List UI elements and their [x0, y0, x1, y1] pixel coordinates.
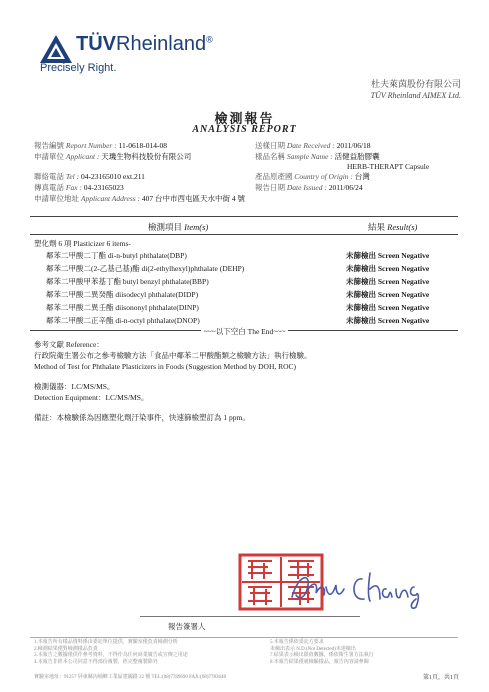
table-group-label: 塑化劑 6 項 Plasticizer 6 items- [34, 239, 131, 248]
meta-address: 申請單位地址 Applicant Address : 407 台中市西屯區天水中街 4 號 [34, 194, 246, 203]
meta-date-received: 送樣日期 Date Received : 2011/06/18 [255, 141, 371, 150]
tuv-triangle-icon [40, 35, 72, 63]
meta-fax: 傳真電話 Fax : 04-23165023 [34, 183, 124, 192]
table-row-result: 未篩檢出 Screen Negative [346, 303, 430, 312]
meta-tel: 聯絡電話 Tel : 04-23165010 ext.211 [34, 172, 145, 181]
logo-brand: TÜVRheinland® [76, 33, 213, 55]
table-header-item: 檢測項目 Item(s) [148, 222, 209, 232]
logo-tagline: Precisely Right. [40, 62, 117, 74]
table-row-item: 鄰苯二甲酸二正辛酯 di-n-octyl phthalate(DNOP) [46, 316, 200, 325]
table-row-item: 鄰苯二甲酸二異癸酯 diisodecyl phthalate(DIDP) [46, 290, 199, 299]
table-header-rule [30, 234, 458, 235]
signature-rule [140, 616, 360, 617]
table-row-result: 未篩檢出 Screen Negative [346, 277, 430, 286]
footer-notes-left: 1.本報告所有樣品資料係由委託單位提供，實驗室僅負責檢測分析 2.檢測結果僅對檢測樣品負責 3.本報告之數據僅供作參考資料，不得作為任何商業廣告或宣傳之用途 4.本報告非經本公司同意不得部份複製，經完整複製除外 [34, 640, 188, 665]
reference-line-en: Method of Test for Phthalate Plasticizers in Foods (Suggestion Method by DOH, ROC) [34, 362, 297, 371]
handwritten-signature [288, 567, 438, 609]
table-row-item: 鄰苯二甲酸甲苯基丁酯 butyl benzyl phthalate(BBP) [46, 277, 209, 286]
meta-country-of-origin: 產品原產國 Country of Origin : 台灣 [255, 172, 370, 181]
equipment-line-cn: 檢測儀器：LC/MS/MS。 [34, 382, 115, 391]
meta-date-issued: 報告日期 Date Issued : 2011/06/24 [255, 183, 363, 192]
table-row-result: 未篩檢出 Screen Negative [346, 251, 430, 260]
company-block [371, 78, 461, 102]
meta-sample-name-en: HERB-THERAPT Capsule [347, 162, 430, 171]
signer-label: 報告簽署人 [168, 622, 206, 631]
meta-sample-name: 樣品名稱 Sample Name : 活健益胎膠囊 [255, 152, 380, 161]
footer-rule [30, 637, 458, 638]
reference-line-cn: 行政院衛生署公布之參考檢驗方法「食品中鄰苯二甲酸酯類之檢驗方法」執行檢驗。 [34, 351, 312, 360]
table-header-result: 結果 Result(s) [368, 222, 418, 232]
company-name-cn: 杜夫萊茵股份有限公司 [370, 79, 461, 89]
table-top-rule [30, 216, 458, 217]
footer-address: 實驗室地址：91257 屏東縣內埔鄉工業區建國路 22 號 TEL:(08)7789690 FAX:(08)7783648 [34, 675, 226, 680]
company-name-en: TÜV Rheinland AIMEX Ltd. [370, 91, 461, 100]
reference-label: 參考文獻 Reference： [34, 340, 104, 349]
remark: 備註：本檢驗係為因應塑化劑汙染事件，快速篩檢塑訂為 1 ppm。 [34, 413, 250, 422]
footer-notes-right: 5.本報告係依委託方要求 未檢出表示 N.D.(Not Detected)未達檢出 7.結果表示檢出限值數據，係依衛生署方法執行 8.本報告結果僅就檢驗樣品，報告內容請參閱 [270, 640, 374, 665]
table-row-item: 鄰苯二甲酸二丁酯 di-n-butyl phthalate(DBP) [46, 251, 187, 260]
table-row-item: 鄰苯二甲酸二(2-乙基己基)酯 di(2-ethylhexyl)phthalate (DEHP) [46, 264, 245, 273]
page-number: 第1頁，共1頁 [422, 675, 459, 681]
report-title-en: ANALYSIS REPORT [192, 124, 297, 135]
meta-applicant: 申請單位 Applicant : 天璣生物科技股份有限公司 [34, 152, 192, 161]
table-row-item: 鄰苯二甲酸二異壬酯 diisononyl phthalate(DINP) [46, 303, 199, 312]
table-row-result: 未篩檢出 Screen Negative [346, 290, 430, 299]
meta-report-number: 報告編號 Report Number : 11-0618-014-08 [34, 141, 168, 150]
report-title-cn: 檢測報告 [214, 111, 275, 126]
table-row-result: 未篩檢出 Screen Negative [346, 316, 430, 325]
table-row-result: 未篩檢出 Screen Negative [346, 264, 430, 273]
table-end-marker: ~~~以下空白 The End~~~ [0, 326, 489, 337]
equipment-line-en: Detection Equipment：LC/MS/MS。 [34, 393, 149, 402]
